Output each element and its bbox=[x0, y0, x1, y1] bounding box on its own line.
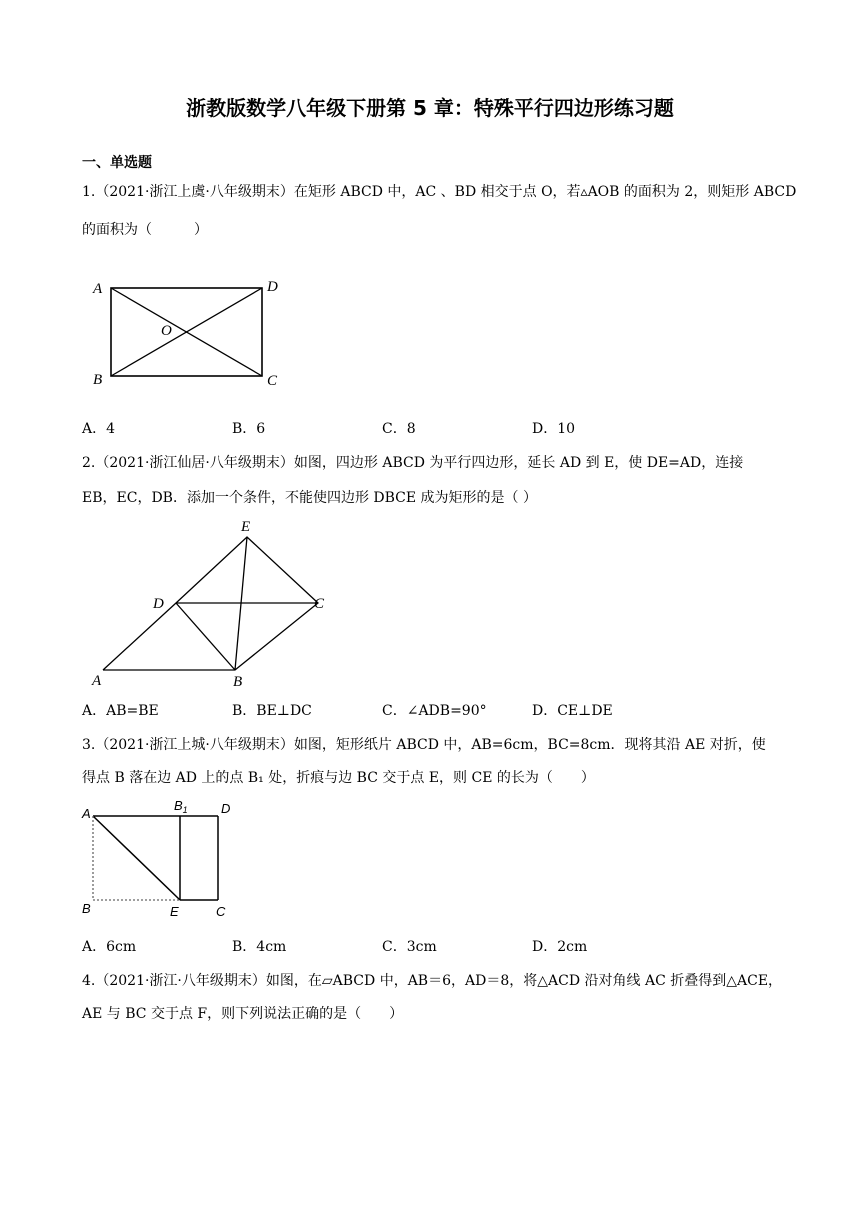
q1-option-b[interactable]: B．6 bbox=[232, 421, 266, 437]
label-a: A bbox=[93, 281, 103, 297]
label-c: C bbox=[267, 373, 278, 389]
q4-text-line2: AE 与 BC 交于点 F，则下列说法正确的是（ ） bbox=[82, 1006, 404, 1022]
q3-option-a[interactable]: A．6cm bbox=[82, 939, 137, 955]
segment-db bbox=[176, 603, 235, 670]
q2-option-b[interactable]: B．BE⊥DC bbox=[232, 703, 312, 719]
label-b: B bbox=[93, 372, 103, 388]
label-b: B bbox=[82, 901, 91, 916]
fold-line-ae bbox=[93, 816, 180, 900]
label-d: D bbox=[221, 801, 231, 816]
label-e: E bbox=[241, 519, 251, 535]
label-a: A bbox=[82, 806, 91, 821]
q1-text-line2: 的面积为（ ） bbox=[82, 222, 208, 238]
q1-option-d[interactable]: D．10 bbox=[532, 421, 576, 437]
label-o: O bbox=[161, 323, 172, 339]
q3-option-b[interactable]: B．4cm bbox=[232, 939, 287, 955]
label-c: C bbox=[314, 596, 325, 612]
page-title: 浙教版数学八年级下册第 5 章：特殊平行四边形练习题 bbox=[186, 96, 674, 120]
q2-option-a[interactable]: A．AB=BE bbox=[82, 703, 159, 719]
q2-option-c[interactable]: C．∠ADB=90° bbox=[382, 703, 487, 719]
label-d: D bbox=[267, 279, 278, 295]
q3-option-c[interactable]: C．3cm bbox=[382, 939, 437, 955]
label-b1: $B_1$ bbox=[174, 798, 188, 815]
section-heading: 一、单选题 bbox=[82, 155, 152, 171]
q1-text-line1: 1.（2021·浙江上虞·八年级期末）在矩形 ABCD 中，AC 、BD 相交于点 O，若▵AOB 的面积为 2，则矩形 ABCD bbox=[82, 184, 797, 200]
q1-option-c[interactable]: C．8 bbox=[382, 421, 416, 437]
q2-parallelogram-figure bbox=[85, 515, 345, 693]
label-d: D bbox=[153, 596, 164, 612]
label-a: A bbox=[92, 673, 102, 689]
q2-text-line2: EB，EC，DB．添加一个条件，不能使四边形 DBCE 成为矩形的是（ ） bbox=[82, 490, 538, 506]
q3-option-d[interactable]: D．2cm bbox=[532, 939, 588, 955]
label-e: E bbox=[170, 904, 179, 919]
q2-option-d[interactable]: D．CE⊥DE bbox=[532, 703, 613, 719]
label-c: C bbox=[216, 904, 226, 919]
q3-text-line2: 得点 B 落在边 AD 上的点 B₁ 处，折痕与边 BC 交于点 E，则 CE 的长为（ ） bbox=[82, 770, 595, 786]
q2-text-line1: 2.（2021·浙江仙居·八年级期末）如图，四边形 ABCD 为平行四边形，延长 AD 到 E，使 DE=AD，连接 bbox=[82, 455, 744, 471]
q4-text-line1: 4.（2021·浙江·八年级期末）如图，在▱ABCD 中，AB＝6，AD＝8，将△ACD 沿对角线 AC 折叠得到△ACE， bbox=[82, 973, 783, 989]
q3-folded-rectangle-figure bbox=[80, 796, 250, 921]
q1-option-a[interactable]: A．4 bbox=[82, 421, 116, 437]
label-b: B bbox=[233, 674, 243, 690]
q1-rectangle-figure bbox=[85, 275, 295, 390]
q3-text-line1: 3.（2021·浙江上城·八年级期末）如图，矩形纸片 ABCD 中，AB=6cm，BC=8cm．现将其沿 AE 对折，使 bbox=[82, 737, 766, 753]
